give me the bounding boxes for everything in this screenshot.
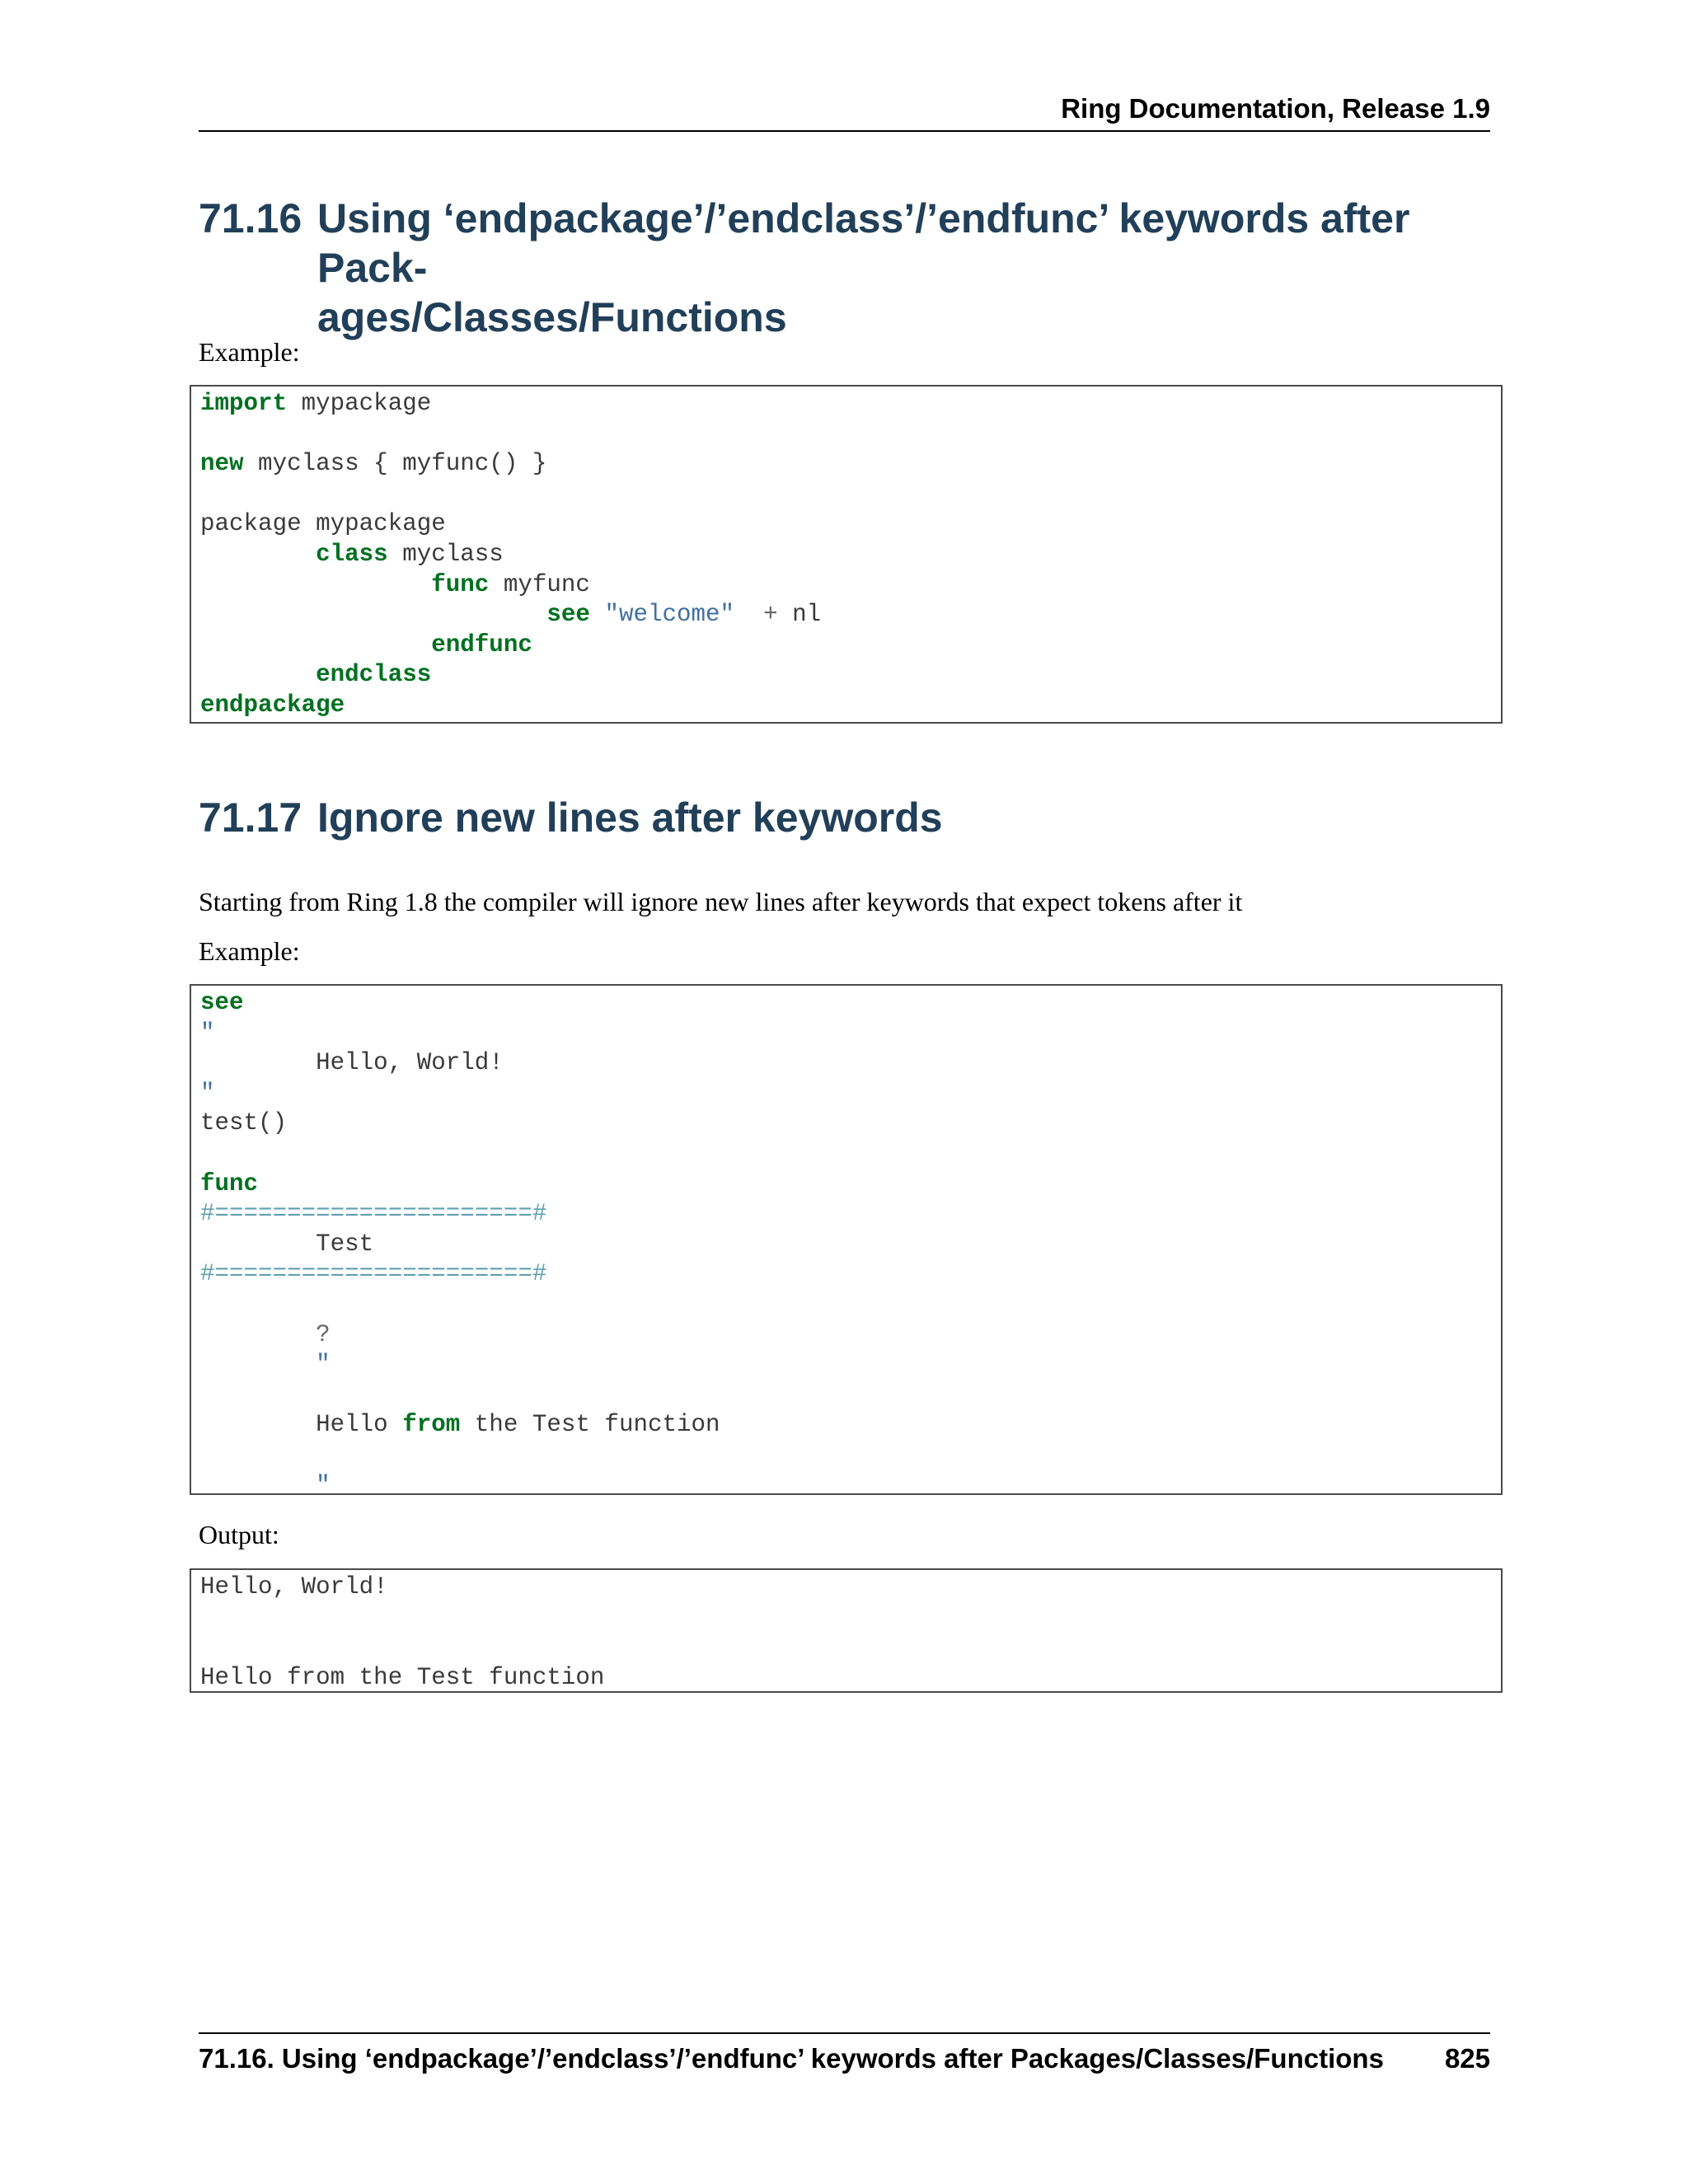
code-comment: #======================#	[200, 1200, 547, 1228]
code-line	[200, 660, 1501, 691]
code-keyword: from	[402, 1411, 461, 1439]
code-keyword: see	[200, 989, 244, 1016]
example-label-2: Example:	[199, 936, 300, 966]
code-line	[200, 419, 1501, 450]
code-text	[200, 1351, 316, 1378]
footer-rule	[199, 2032, 1490, 2034]
code-keyword: new	[200, 450, 244, 478]
code-keyword: func	[200, 1169, 259, 1197]
code-text: myfunc	[489, 570, 590, 598]
code-line	[200, 540, 1501, 570]
code-string: "	[200, 1079, 215, 1107]
output-line: Hello, World!	[200, 1573, 388, 1601]
code-line	[200, 570, 1501, 601]
code-string: "welcome"	[604, 601, 735, 629]
output-line: Hello from the Test function	[200, 1663, 605, 1691]
code-text	[590, 601, 605, 628]
running-footer	[199, 2042, 1490, 2075]
code-line	[200, 1410, 1501, 1441]
code-text: Test	[200, 1230, 374, 1258]
code-line	[200, 1471, 1501, 1496]
code-text: myclass	[387, 540, 504, 568]
footer-section-title: 71.16. Using ‘endpackage’/’endclass’/’endfunc’ keywords after Packages/Classes/Functions	[199, 2043, 1384, 2074]
code-line	[200, 449, 1501, 480]
code-text	[200, 541, 316, 568]
page-number: 825	[1444, 2043, 1490, 2074]
code-keyword: endfunc	[431, 630, 532, 658]
code-line	[200, 1380, 1501, 1411]
code-operator: ?	[316, 1320, 331, 1348]
code-text	[200, 661, 316, 688]
code-string: "	[200, 1019, 215, 1047]
code-line	[200, 1079, 1501, 1109]
example-label-1: Example:	[199, 337, 300, 367]
code-text	[200, 571, 431, 598]
section-title-line-2: ages/Classes/Functions	[317, 294, 787, 340]
code-text: nl	[777, 601, 822, 629]
section-title-line-1: Using ‘endpackage’/’endclass’/’endfunc’ keywords after Pack-	[317, 195, 1410, 291]
code-text: mypackage	[287, 390, 432, 417]
code-string: "	[316, 1351, 331, 1379]
section-heading-71-16	[199, 194, 1490, 340]
code-line	[200, 1441, 1501, 1471]
code-line	[200, 1350, 1501, 1380]
code-text: test()	[200, 1109, 288, 1137]
code-line	[200, 1108, 1501, 1139]
code-line	[200, 1169, 1501, 1200]
code-text	[200, 631, 431, 658]
code-text: Hello, World!	[200, 1049, 504, 1077]
code-string: "	[316, 1471, 331, 1495]
code-keyword: see	[546, 601, 590, 629]
code-line	[200, 389, 1501, 419]
code-text: the Test function	[460, 1411, 720, 1439]
section-number: 71.16	[199, 195, 302, 241]
running-header	[199, 92, 1490, 132]
output-line	[200, 1633, 1501, 1663]
code-line	[200, 1290, 1501, 1320]
output-label: Output:	[199, 1520, 279, 1549]
section-heading-71-17	[199, 793, 1490, 844]
code-text	[200, 1472, 316, 1496]
code-text	[200, 1321, 316, 1348]
output-block	[190, 1568, 1503, 1693]
running-header-title: Ring Documentation, Release 1.9	[1061, 93, 1490, 124]
code-line	[200, 600, 1501, 630]
code-line	[200, 691, 1501, 721]
code-line	[200, 1230, 1501, 1260]
code-line	[200, 1320, 1501, 1351]
section-number: 71.17	[199, 794, 302, 841]
code-block-endpackage-example	[190, 385, 1503, 724]
code-line	[200, 1259, 1501, 1290]
code-line	[200, 480, 1501, 510]
code-block-ignore-newlines-example	[190, 984, 1503, 1495]
code-text: Hello	[200, 1411, 403, 1439]
section-title	[317, 194, 1490, 342]
code-text	[200, 601, 546, 628]
code-keyword: endclass	[316, 661, 432, 689]
code-operator: +	[763, 601, 778, 629]
section-description: Starting from Ring 1.8 the compiler will ignore new lines after keywords that expect tokens after it	[199, 887, 1243, 916]
code-keyword: class	[316, 540, 388, 568]
section-title: Ignore new lines after keywords	[317, 794, 943, 841]
code-keyword: endpackage	[200, 691, 345, 719]
code-text: myclass { myfunc() }	[243, 450, 547, 478]
code-comment: #======================#	[200, 1260, 547, 1288]
code-keyword: func	[431, 570, 490, 598]
code-text: package mypackage	[200, 510, 446, 538]
code-text	[734, 601, 763, 628]
code-line	[200, 1019, 1501, 1049]
code-line	[200, 630, 1501, 661]
code-line	[200, 1048, 1501, 1079]
code-line	[200, 988, 1501, 1019]
code-line	[200, 1199, 1501, 1230]
output-line	[200, 1603, 1501, 1633]
code-line	[200, 1139, 1501, 1169]
code-keyword: import	[200, 390, 288, 417]
code-line	[200, 509, 1501, 540]
